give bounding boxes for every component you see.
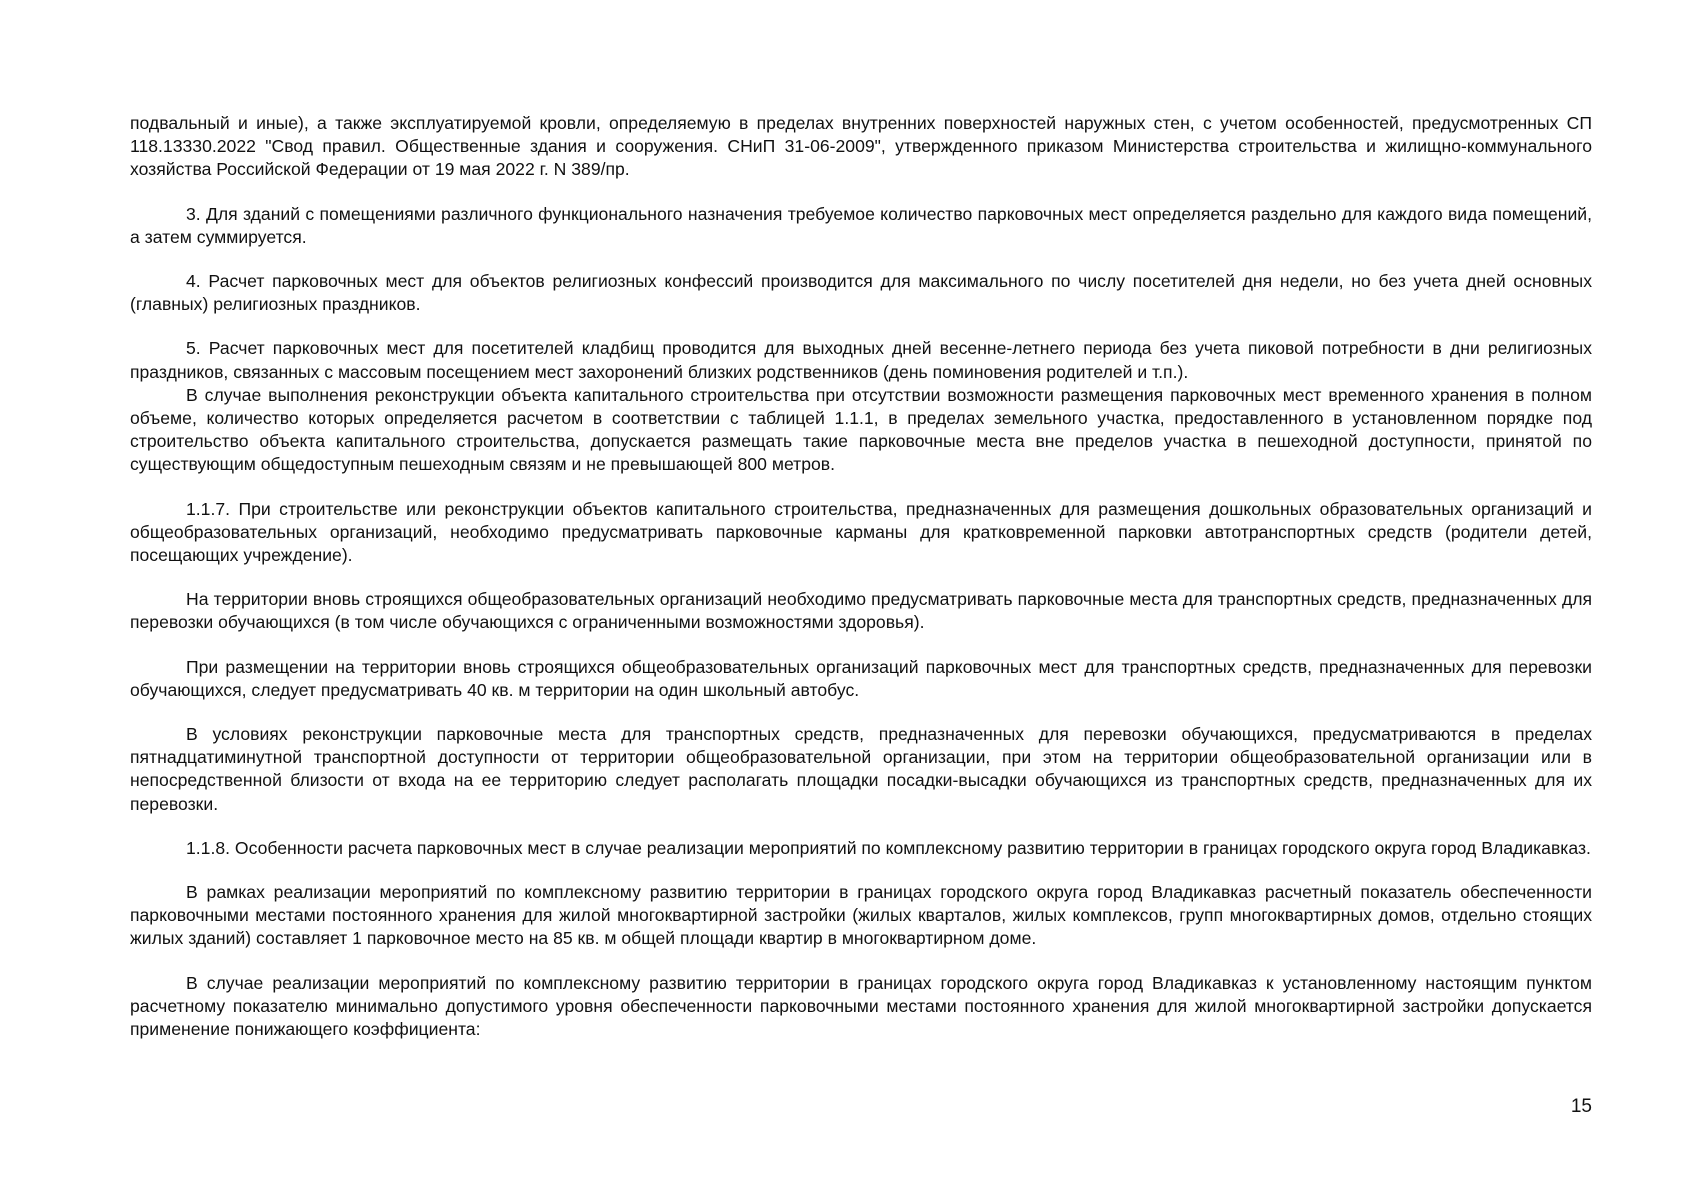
paragraph-item-5: 5. Расчет парковочных мест для посетителей кладбищ проводится для выходных дней весенне-летнего периода без учета пиковой потребности в дни религиозных праздников, связанных с массовым посещением мест захоронений близких родственников (день поминовения родителей и т.п.).: [130, 338, 1592, 382]
paragraph-school-parking: На территории вновь строящихся общеобразовательных организаций необходимо предусматривать парковочные места для транспортных средств, предназначенных для перевозки обучающихся (в том числе обучающихся с ограниченными возможностями здоровья).: [130, 589, 1592, 633]
paragraph-reduction-coefficient: В случае реализации мероприятий по комплексному развитию территории в границах городского округа город Владикавказ к установленному настоящим пунктом расчетному показателю минимально допустимого уровня обеспеченности парковочными местами постоянного хранения для жилой многоквартирной застройки допускается применение понижающего коэффициента:: [130, 972, 1592, 1040]
paragraph-item-4: 4. Расчет парковочных мест для объектов религиозных конфессий производится для максимального по числу посетителей дня недели, но без учета дней основных (главных) религиозных праздников.: [130, 271, 1592, 315]
document-body: [130, 112, 1592, 1062]
paragraph-reconstruction: В случае выполнения реконструкции объекта капитального строительства при отсутствии возможности размещения парковочных мест временного хранения в полном объеме, количество которых определяется расчетом в соответствии с таблицей 1.1.1, в пределах земельного участка, предоставленного в установленном порядке под строительство объекта капитального строительства, допускается размещать такие парковочные места вне пределов участка в пешеходной доступности, принятой по существующим общедоступным пешеходным связям и не превышающей 800 метров.: [130, 384, 1592, 475]
paragraph-item-3: 3. Для зданий с помещениями различного функционального назначения требуемое количество парковочных мест определяется раздельно для каждого вида помещений, а затем суммируется.: [130, 203, 1592, 247]
paragraph-1-1-8: 1.1.8. Особенности расчета парковочных мест в случае реализации мероприятий по комплексному развитию территории в границах городского округа город Владикавказ.: [186, 837, 1591, 858]
paragraph-1-1-7: 1.1.7. При строительстве или реконструкции объектов капитального строительства, предназначенных для размещения дошкольных образовательных организаций и общеобразовательных организаций, необходимо предусматривать парковочные карманы для кратковременной парковки автотранспортных средств (родители детей, посещающих учреждение).: [130, 498, 1592, 566]
paragraph-school-bus: При размещении на территории вновь строящихся общеобразовательных организаций парковочных мест для транспортных средств, предназначенных для перевозки обучающихся, следует предусматривать 40 кв. м территории на один школьный автобус.: [130, 656, 1592, 700]
paragraph-development-ratio: В рамках реализации мероприятий по комплексному развитию территории в границах городского округа город Владикавказ расчетный показатель обеспеченности парковочными местами постоянного хранения для жилой многоквартирной застройки (жилых кварталов, жилых комплексов, групп многоквартирных домов, отдельно стоящих жилых зданий) составляет 1 парковочное место на 85 кв. м общей площади квартир в многоквартирном доме.: [130, 882, 1592, 949]
paragraph-continuation: подвальный и иные), а также эксплуатируемой кровли, определяемую в пределах внутренних поверхностей наружных стен, с учетом особенностей, предусмотренных СП 118.13330.2022 "Свод правил. Общественные здания и сооружения. СНиП 31-06-2009", утвержденного приказом Министерства строительства и жилищно-коммунального хозяйства Российской Федерации от 19 мая 2022 г. N 389/пр.: [130, 113, 1592, 180]
page-number: 15: [1570, 1096, 1592, 1117]
paragraph-reconstruction-school: В условиях реконструкции парковочные места для транспортных средств, предназначенных для перевозки обучающихся, предусматриваются в пределах пятнадцатиминутной транспортной доступности от территории общеобразовательной организации, при этом на территории общеобразовательной организации или в непосредственной близости от входа на ее территорию следует располагать площадки посадки-высадки обучающихся из транспортных средств, предназначенных для их перевозки.: [130, 724, 1592, 814]
